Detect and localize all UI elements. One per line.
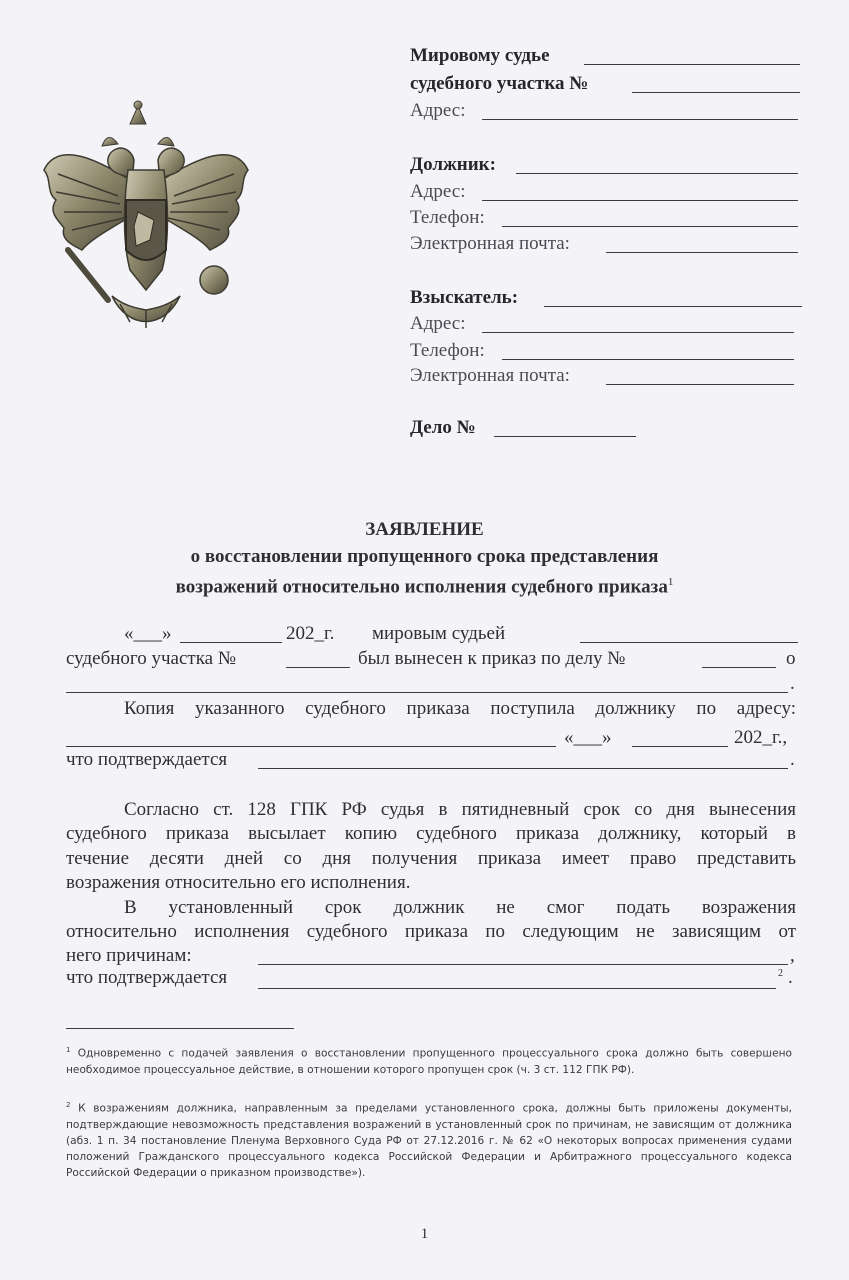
document-subtitle-1: о восстановлении пропущенного срока представления	[190, 546, 659, 567]
p4-l3-end: ,	[790, 945, 795, 966]
p2-l3-end: .	[790, 749, 795, 770]
judge-label: Мировому судье	[410, 45, 550, 66]
footnote-ref-2: 2	[778, 968, 783, 979]
p1-l3-end: .	[790, 673, 795, 694]
p1-issued-text: был вынесен к приказ по делу №	[358, 648, 626, 669]
claimant-email-label: Электронная почта:	[410, 365, 570, 386]
p2-month-line[interactable]	[632, 746, 728, 747]
footnote-1: $^1$ Одновременно с подачей заявления о восстановлении пропущенного процессуального срока должно быть совершено необходимое процессуальное действие, в отношении которого пропущен срок (ч. 3 ст. 112 ГПК РФ).	[66, 1046, 792, 1076]
judge-name-line[interactable]	[584, 64, 800, 65]
p1-date-open[interactable]: «___»	[124, 623, 172, 644]
claimant-label: Взыскатель:	[410, 287, 519, 308]
footnote-ref-1: 1	[667, 576, 674, 588]
district-number-line[interactable]	[632, 92, 800, 93]
p1-month-line[interactable]	[180, 642, 282, 643]
claimant-address-label: Адрес:	[410, 313, 466, 334]
court-address-label: Адрес:	[410, 100, 466, 121]
p2-date-open[interactable]: «___»	[564, 727, 612, 748]
case-number-label: Дело №	[410, 417, 476, 438]
footnote-2: $^2$ К возражениям должника, направленным за пределами установленного срока, должны быть приложены документы, подтверждающие невозможность представления возражений в установленный срок по причинам, не зависящим от должника (абз. 1 п. 34 постановление Пленума Верховного Суда РФ от 27.12.2016 г. № 62 «О некоторых вопросах применения судами положений Гражданского процессуального кодекса Российской Федерации и Арбитражного процессуального кодекса Российской Федерации о приказном производстве»).	[66, 1101, 792, 1179]
claimant-phone-label: Телефон:	[410, 340, 485, 361]
p4-l4-end: .	[788, 967, 793, 988]
p3-line-4: возражения относительно его исполнения.	[66, 872, 411, 893]
p2-address-line[interactable]	[66, 746, 556, 747]
p3-line-2: судебного приказа высылает копию судебного приказа должнику, который в	[66, 823, 796, 844]
page-number: 1	[420, 1226, 429, 1242]
debtor-phone-line[interactable]	[502, 226, 798, 227]
p1-judge-name-line[interactable]	[580, 642, 798, 643]
debtor-address-line[interactable]	[482, 200, 798, 201]
debtor-phone-label: Телефон:	[410, 207, 485, 228]
court-address-line[interactable]	[482, 119, 798, 120]
p1-case-line[interactable]	[702, 667, 776, 668]
p1-l2-end: о	[786, 648, 796, 669]
p1-district-line[interactable]	[286, 667, 350, 668]
debtor-email-line[interactable]	[606, 252, 798, 253]
p1-judge-text: мировым судьей	[372, 623, 506, 644]
claimant-email-line[interactable]	[606, 384, 794, 385]
p4-reasons-line[interactable]	[258, 964, 788, 965]
debtor-address-label: Адрес:	[410, 181, 466, 202]
p2-confirmed-text: что подтверждается	[66, 749, 228, 770]
p1-year: 202_г.	[286, 623, 335, 644]
debtor-label: Должник:	[410, 154, 496, 175]
claimant-name-line[interactable]	[544, 306, 802, 307]
footnote-separator	[66, 1028, 294, 1029]
debtor-email-label: Электронная почта:	[410, 233, 570, 254]
debtor-name-line[interactable]	[516, 173, 798, 174]
document-title: ЗАЯВЛЕНИЕ	[365, 519, 484, 540]
double-headed-eagle-icon	[38, 100, 254, 332]
district-label: судебного участка №	[410, 73, 589, 94]
p4-confirmed-line[interactable]	[258, 988, 776, 989]
p4-reasons-text: него причинам:	[66, 945, 192, 966]
claimant-phone-line[interactable]	[502, 359, 794, 360]
p1-subject-line[interactable]	[66, 692, 788, 693]
p2-line-1: Копия указанного судебного приказа поступила должнику по адресу:	[124, 698, 796, 719]
p1-district-text: судебного участка №	[66, 648, 236, 669]
p4-confirmed-text: что подтверждается	[66, 967, 228, 988]
p3-line-1: Согласно ст. 128 ГПК РФ судья в пятидневный срок со дня вынесения	[124, 799, 796, 820]
p4-line-2: относительно исполнения судебного приказа по следующим не зависящим от	[66, 921, 796, 942]
p2-confirmed-line[interactable]	[258, 768, 788, 769]
p3-line-3: течение десяти дней со дня получения приказа имеет право представить	[66, 848, 796, 869]
p4-line-1: В установленный срок должник не смог подать возражения	[124, 897, 796, 918]
case-number-line[interactable]	[494, 436, 636, 437]
p2-year: 202_г.,	[734, 727, 788, 748]
document-subtitle-2: возражений относительно исполнения судебного приказа$^1$	[175, 576, 674, 598]
claimant-address-line[interactable]	[482, 332, 794, 333]
